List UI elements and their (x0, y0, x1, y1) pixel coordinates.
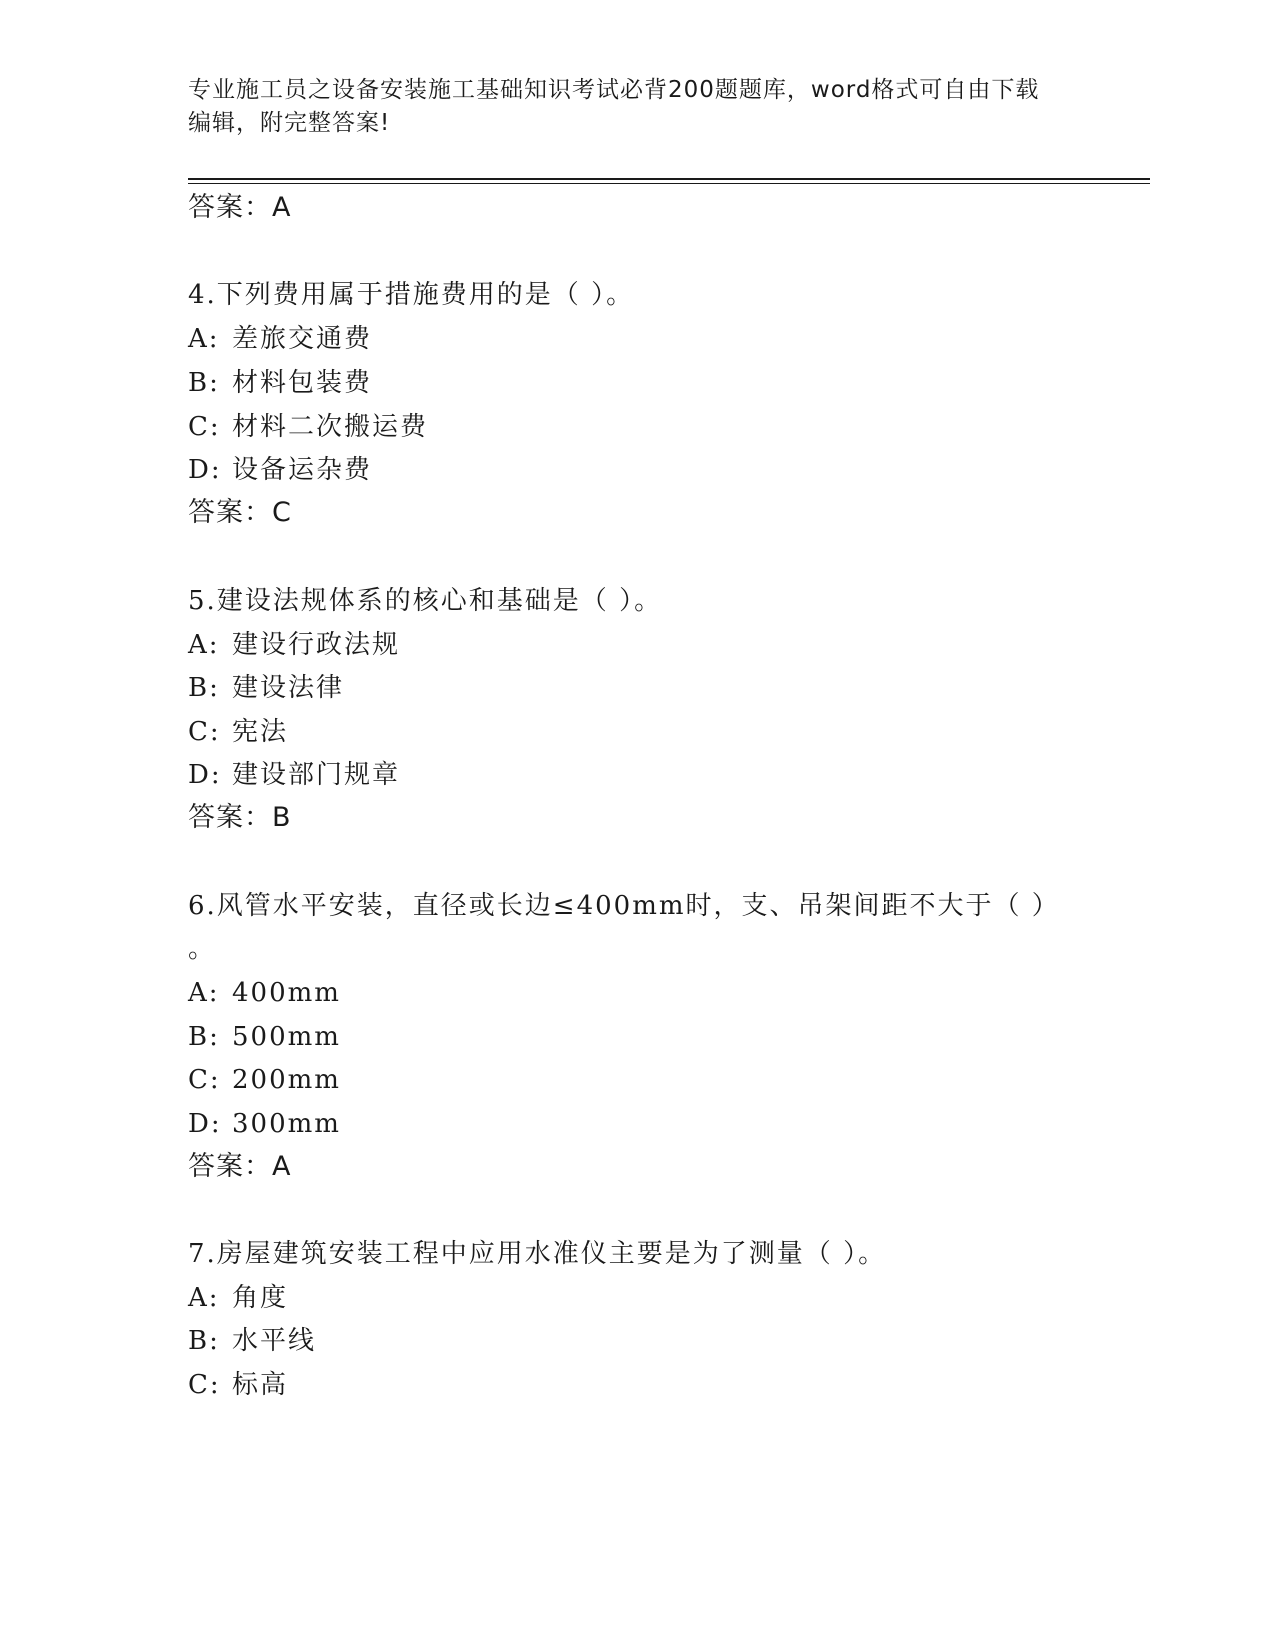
option-text: 500mm (232, 1022, 341, 1052)
option-key: C: (188, 1065, 221, 1095)
question-4-option-a (188, 322, 372, 356)
question-6-text: 6.风管水平安装，直径或长边≤400mm时，支、吊架间距不大于（ ） (188, 891, 1060, 921)
previous-answer: 答案：A (188, 192, 292, 223)
option-text: 设备运杂费 (232, 455, 373, 485)
question-5-option-b (188, 671, 344, 705)
option-key: B: (188, 1022, 220, 1052)
question-4-option-c (188, 410, 428, 444)
header-line-1: 专业施工员之设备安装施工基础知识考试必背200题题库，word格式可自由下载 (188, 77, 1040, 103)
document-header (188, 74, 1088, 140)
question-6-answer: 答案：A (188, 1151, 292, 1182)
option-text: 标高 (232, 1370, 289, 1400)
question-4-option-b (188, 366, 372, 400)
option-text: 200mm (232, 1065, 341, 1095)
question-6-option-a (188, 976, 341, 1010)
option-key: B: (188, 1326, 220, 1356)
option-text: 300mm (232, 1109, 341, 1139)
question-7-text: 7.房屋建筑安装工程中应用水准仪主要是为了测量（ ）。 (188, 1239, 887, 1269)
option-text: 建设法律 (232, 673, 345, 703)
header-divider-thin (188, 183, 1150, 184)
option-text: 水平线 (232, 1326, 317, 1356)
question-6-option-c (188, 1063, 341, 1097)
question-6-option-b (188, 1020, 341, 1054)
option-key: A: (188, 1283, 220, 1313)
option-text: 材料包装费 (232, 368, 373, 398)
option-key: B: (188, 673, 220, 703)
question-7-option-b (188, 1324, 316, 1358)
option-key: C: (188, 412, 221, 442)
option-key: C: (188, 1370, 221, 1400)
question-6-option-d (188, 1107, 341, 1141)
option-text: 建设部门规章 (232, 760, 401, 790)
question-5-option-d (188, 758, 400, 792)
question-6-text-continuation: 。 (188, 934, 217, 964)
option-text: 角度 (232, 1283, 289, 1313)
option-text: 差旅交通费 (232, 324, 373, 354)
option-key: C: (188, 717, 221, 747)
option-key: B: (188, 368, 220, 398)
header-divider-thick (188, 178, 1150, 180)
option-text: 400mm (232, 978, 341, 1008)
question-4-text: 4.下列费用属于措施费用的是（ ）。 (188, 280, 635, 310)
header-line-2: 编辑，附完整答案! (188, 110, 391, 136)
question-5-answer: 答案：B (188, 802, 292, 833)
option-key: A: (188, 978, 220, 1008)
question-5-option-a (188, 628, 400, 662)
option-text: 建设行政法规 (232, 630, 401, 660)
question-5-option-c (188, 715, 288, 749)
option-key: D: (188, 1109, 222, 1139)
question-4-answer: 答案：C (188, 497, 292, 528)
question-7-option-a (188, 1281, 288, 1315)
question-7-option-c (188, 1368, 288, 1402)
question-5-text: 5.建设法规体系的核心和基础是（ ）。 (188, 586, 663, 616)
option-key: A: (188, 630, 220, 660)
option-key: D: (188, 455, 222, 485)
option-key: D: (188, 760, 222, 790)
question-4-option-d (188, 453, 372, 487)
option-text: 材料二次搬运费 (232, 412, 429, 442)
option-key: A: (188, 324, 220, 354)
option-text: 宪法 (232, 717, 289, 747)
